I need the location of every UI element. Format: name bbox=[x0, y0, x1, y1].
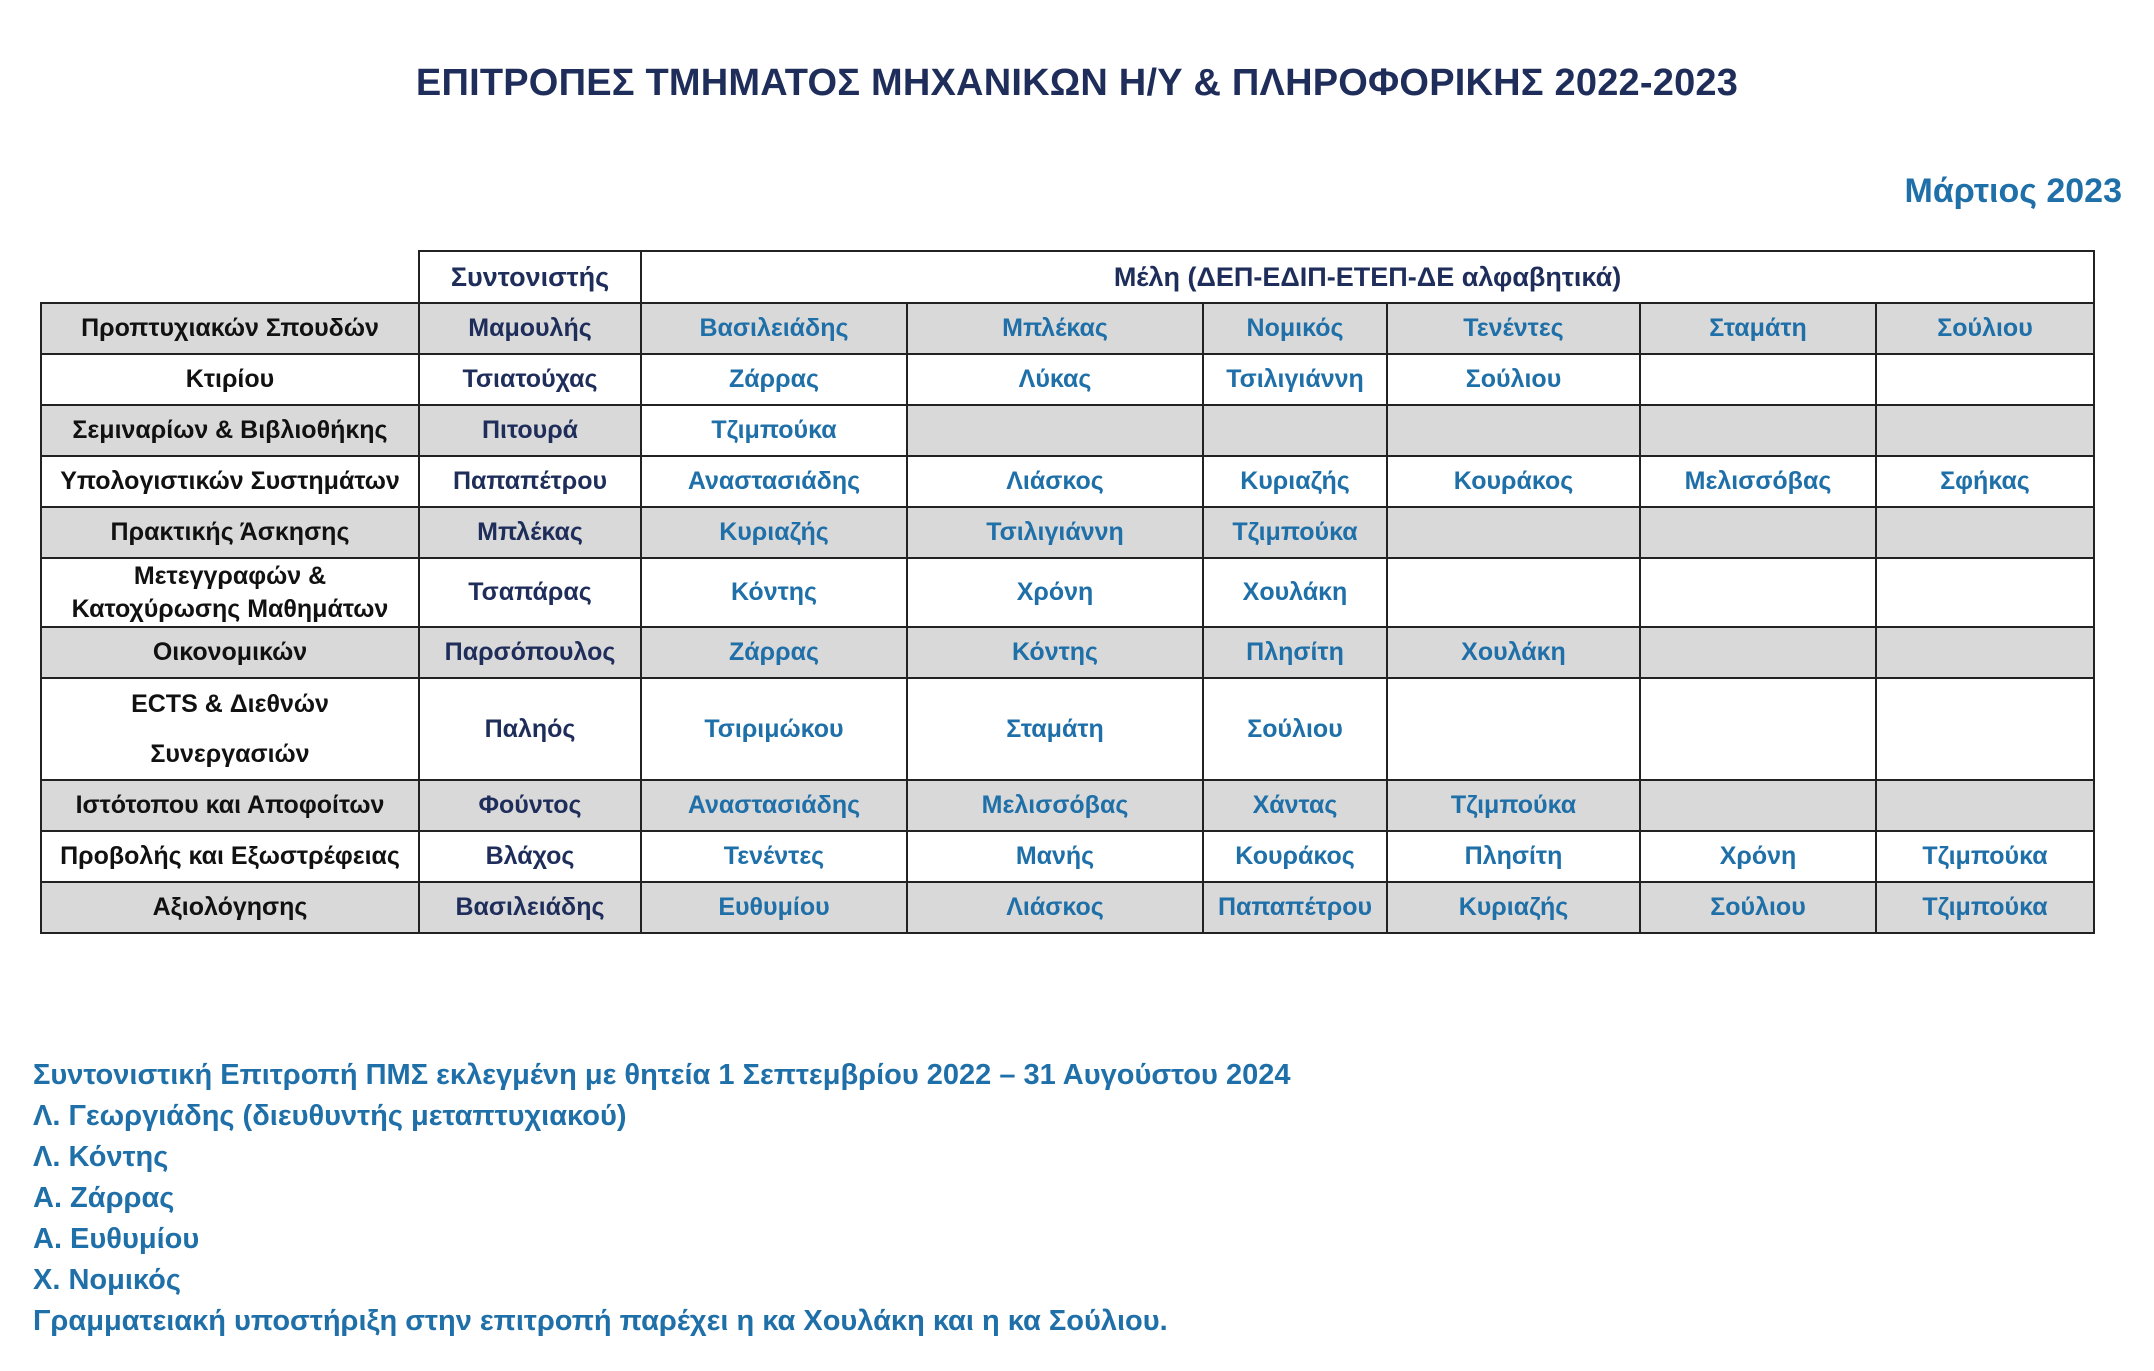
committee-member: Χουλάκη bbox=[1203, 558, 1387, 627]
committee-name-line: Μετεγγραφών & bbox=[133, 561, 327, 590]
footer-line: Λ. Κόντης bbox=[33, 1141, 169, 1173]
committee-member: Τζιμπούκα bbox=[1876, 831, 2094, 882]
committee-member: Βασιλειάδης bbox=[641, 303, 907, 354]
committee-member bbox=[1640, 507, 1876, 558]
committee-coordinator: Βλάχος bbox=[419, 831, 641, 882]
committee-member: Λύκας bbox=[907, 354, 1203, 405]
committee-coordinator: Μπλέκας bbox=[419, 507, 641, 558]
table-row bbox=[41, 678, 2094, 780]
committee-member: Κόντης bbox=[641, 558, 907, 627]
committee-member bbox=[907, 405, 1203, 456]
table-header-row bbox=[41, 251, 2094, 303]
committee-member bbox=[1640, 405, 1876, 456]
committee-name: Αξιολόγησης bbox=[41, 882, 419, 933]
committee-name-line: Κατοχύρωσης Μαθημάτων bbox=[71, 594, 389, 623]
committee-member: Ζάρρας bbox=[641, 354, 907, 405]
table-row bbox=[41, 831, 2094, 882]
committee-member: Τζιμπούκα bbox=[1203, 507, 1387, 558]
committee-member bbox=[1387, 507, 1640, 558]
committee-member: Μελισσόβας bbox=[1640, 456, 1876, 507]
committee-member: Σούλιου bbox=[1203, 678, 1387, 780]
committee-member: Τσιλιγιάννη bbox=[907, 507, 1203, 558]
committee-member: Κυριαζής bbox=[1203, 456, 1387, 507]
table-row bbox=[41, 882, 2094, 933]
committee-name bbox=[41, 678, 419, 780]
committee-member bbox=[1640, 558, 1876, 627]
committee-member: Σταμάτη bbox=[907, 678, 1203, 780]
committee-member bbox=[1876, 354, 2094, 405]
committee-member: Κόντης bbox=[907, 627, 1203, 678]
committee-name: Προπτυχιακών Σπουδών bbox=[41, 303, 419, 354]
committee-member: Λιάσκος bbox=[907, 882, 1203, 933]
committee-name-line: ECTS & Διεθνών bbox=[131, 690, 329, 718]
header-members: Μέλη (ΔΕΠ-ΕΔΙΠ-ΕΤΕΠ-ΔΕ αλφαβητικά) bbox=[641, 251, 2094, 303]
committee-member: Ευθυμίου bbox=[641, 882, 907, 933]
committee-member bbox=[1876, 558, 2094, 627]
committee-member bbox=[1640, 780, 1876, 831]
committee-member: Αναστασιάδης bbox=[641, 780, 907, 831]
table-row bbox=[41, 354, 2094, 405]
committee-member bbox=[1387, 558, 1640, 627]
table-row bbox=[41, 558, 2094, 627]
committee-member bbox=[1640, 627, 1876, 678]
header-empty-cell bbox=[41, 251, 419, 303]
committee-name: Προβολής και Εξωστρέφειας bbox=[41, 831, 419, 882]
committee-member: Πλησίτη bbox=[1203, 627, 1387, 678]
committee-name: Πρακτικής Άσκησης bbox=[41, 507, 419, 558]
committees-table bbox=[40, 250, 2095, 934]
committee-member: Σούλιου bbox=[1387, 354, 1640, 405]
committee-member bbox=[1876, 627, 2094, 678]
page-title: ΕΠΙΤΡΟΠΕΣ ΤΜΗΜΑΤΟΣ ΜΗΧΑΝΙΚΩΝ Η/Υ & ΠΛΗΡΟΦΟΡΙΚΗΣ 2022-2023 bbox=[415, 62, 1739, 104]
committee-member bbox=[1876, 405, 2094, 456]
header-coordinator: Συντονιστής bbox=[419, 251, 641, 303]
committee-member: Παπαπέτρου bbox=[1203, 882, 1387, 933]
committee-member: Χρόνη bbox=[1640, 831, 1876, 882]
committee-name: Ιστότοπου και Αποφοίτων bbox=[41, 780, 419, 831]
committee-member bbox=[1876, 678, 2094, 780]
footer-line: Γραμματειακή υποστήριξη στην επιτροπή παρέχει η κα Χουλάκη και η κα Σούλιου. bbox=[33, 1305, 1168, 1337]
committee-member bbox=[1387, 678, 1640, 780]
committee-member bbox=[1640, 678, 1876, 780]
committee-member: Τσιλιγιάννη bbox=[1203, 354, 1387, 405]
committee-coordinator: Τσιατούχας bbox=[419, 354, 641, 405]
committee-member: Λιάσκος bbox=[907, 456, 1203, 507]
footer-line: Χ. Νομικός bbox=[33, 1264, 181, 1296]
committee-name-line: Συνεργασιών bbox=[150, 740, 310, 768]
table-row bbox=[41, 507, 2094, 558]
footer-notes bbox=[33, 1055, 1290, 1342]
table-row bbox=[41, 456, 2094, 507]
document-date: Μάρτιος 2023 bbox=[1904, 172, 2122, 210]
committee-member: Χουλάκη bbox=[1387, 627, 1640, 678]
committee-member: Ζάρρας bbox=[641, 627, 907, 678]
committee-member: Κυριαζής bbox=[1387, 882, 1640, 933]
committee-member: Τενέντες bbox=[1387, 303, 1640, 354]
footer-line: Α. Ζάρρας bbox=[33, 1182, 175, 1214]
committee-member: Σούλιου bbox=[1876, 303, 2094, 354]
committee-coordinator: Πιτουρά bbox=[419, 405, 641, 456]
committee-member: Μπλέκας bbox=[907, 303, 1203, 354]
committee-member: Τζιμπούκα bbox=[1876, 882, 2094, 933]
committee-member bbox=[1876, 780, 2094, 831]
committee-member: Κουράκος bbox=[1387, 456, 1640, 507]
committee-member: Σούλιου bbox=[1640, 882, 1876, 933]
committee-name bbox=[41, 558, 419, 627]
committee-member: Πλησίτη bbox=[1387, 831, 1640, 882]
committee-member: Νομικός bbox=[1203, 303, 1387, 354]
footer-line: Α. Ευθυμίου bbox=[33, 1223, 200, 1255]
table-row bbox=[41, 303, 2094, 354]
committee-member: Τζιμπούκα bbox=[641, 405, 907, 456]
committee-member: Χρόνη bbox=[907, 558, 1203, 627]
committee-name: Οικονομικών bbox=[41, 627, 419, 678]
committee-member: Μανής bbox=[907, 831, 1203, 882]
committee-coordinator: Φούντος bbox=[419, 780, 641, 831]
committee-member: Σφήκας bbox=[1876, 456, 2094, 507]
committee-name: Υπολογιστικών Συστημάτων bbox=[41, 456, 419, 507]
committee-member: Αναστασιάδης bbox=[641, 456, 907, 507]
table-row bbox=[41, 627, 2094, 678]
committee-member: Χάντας bbox=[1203, 780, 1387, 831]
footer-line: Συντονιστική Επιτροπή ΠΜΣ εκλεγμένη με θητεία 1 Σεπτεμβρίου 2022 – 31 Αυγούστου 2024 bbox=[33, 1059, 1291, 1091]
committee-coordinator: Βασιλειάδης bbox=[419, 882, 641, 933]
committee-member bbox=[1876, 507, 2094, 558]
committee-member: Τζιμπούκα bbox=[1387, 780, 1640, 831]
committee-member: Μελισσόβας bbox=[907, 780, 1203, 831]
committee-member: Τενέντες bbox=[641, 831, 907, 882]
committee-coordinator: Τσαπάρας bbox=[419, 558, 641, 627]
committee-member bbox=[1387, 405, 1640, 456]
committee-coordinator: Παληός bbox=[419, 678, 641, 780]
committee-member: Κυριαζής bbox=[641, 507, 907, 558]
committee-coordinator: Παπαπέτρου bbox=[419, 456, 641, 507]
committee-coordinator: Παρσόπουλος bbox=[419, 627, 641, 678]
committee-member: Σταμάτη bbox=[1640, 303, 1876, 354]
committee-member bbox=[1203, 405, 1387, 456]
committee-member: Κουράκος bbox=[1203, 831, 1387, 882]
committee-coordinator: Μαμουλής bbox=[419, 303, 641, 354]
committee-name: Κτιρίου bbox=[41, 354, 419, 405]
committee-member: Τσιριμώκου bbox=[641, 678, 907, 780]
committee-name: Σεμιναρίων & Βιβλιοθήκης bbox=[41, 405, 419, 456]
committee-member bbox=[1640, 354, 1876, 405]
footer-line: Λ. Γεωργιάδης (διευθυντής μεταπτυχιακού) bbox=[33, 1100, 627, 1132]
table-row bbox=[41, 780, 2094, 831]
table-row bbox=[41, 405, 2094, 456]
